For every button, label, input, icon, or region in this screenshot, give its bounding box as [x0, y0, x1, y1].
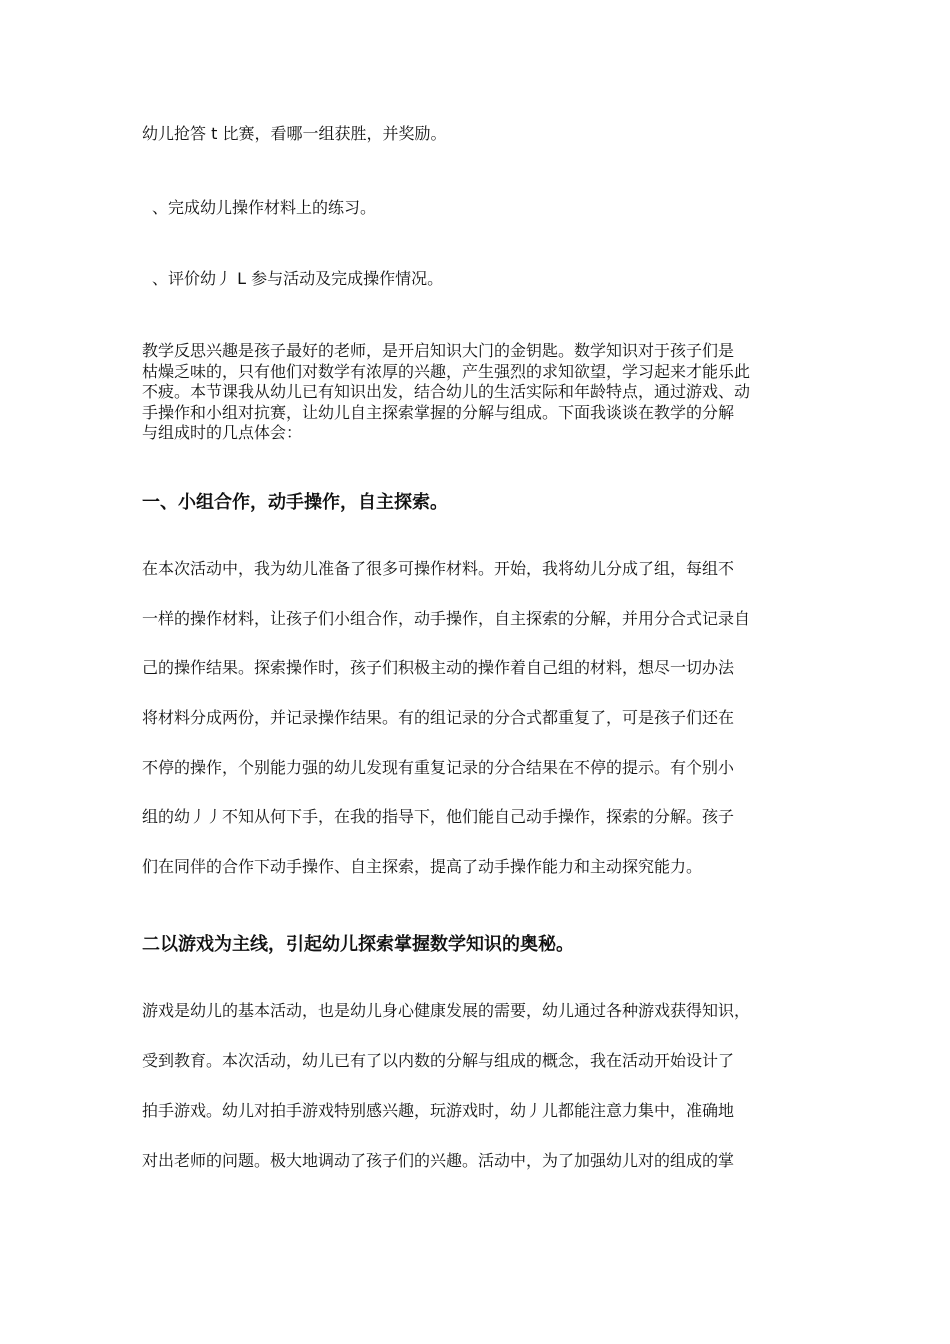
section-1-line: 们在同伴的合作下动手操作、自主探索，提高了动手操作能力和主动探究能力。: [142, 857, 703, 876]
reflection-line: 手操作和小组对抗赛，让幼儿自主探索掌握的分解与组成。下面我谈谈在教学的分解: [142, 402, 735, 422]
section-2-line: 受到教育。本次活动，幼儿已有了以内数的分解与组成的概念，我在活动开始设计了: [142, 1051, 735, 1070]
section-1-line: 在本次活动中，我为幼儿准备了很多可操作材料。开始，我将幼儿分成了组，每组不: [142, 559, 735, 578]
section-2-line: 游戏是幼儿的基本活动，也是幼儿身心健康发展的需要，幼儿通过各种游戏获得知识，: [142, 1001, 751, 1020]
reflection-line: 与组成时的几点体会：: [142, 423, 303, 442]
reflection-line: 教学反思兴趣是孩子最好的老师，是开启知识大门的金钥匙。数学知识对于孩子们是: [142, 341, 735, 360]
intro-line-3: 、评价幼丿 L 参与活动及完成操作情况。: [152, 269, 444, 288]
intro-line-1: 幼儿抢答 t 比赛，看哪一组获胜，并奖励。: [142, 124, 447, 143]
section-2-line: 对出老师的问题。极大地调动了孩子们的兴趣。活动中，为了加强幼儿对的组成的掌: [142, 1151, 735, 1170]
section-2-heading: 二以游戏为主线，引起幼儿探索掌握数学知识的奥秘。: [142, 934, 574, 955]
reflection-paragraph: [142, 341, 750, 444]
section-1-line: 将材料分成两份，并记录操作结果。有的组记录的分合式都重复了，可是孩子们还在: [142, 708, 735, 727]
section-1-heading: 一、小组合作，动手操作，自主探索。: [142, 492, 448, 513]
reflection-line: 枯燥乏味的，只有他们对数学有浓厚的兴趣，产生强烈的求知欲望，学习起来才能乐此: [142, 361, 751, 381]
section-1-line: 己的操作结果。探索操作时，孩子们积极主动的操作着自己组的材料，想尽一切办法: [142, 658, 735, 677]
intro-line-2: 、完成幼儿操作材料上的练习。: [152, 198, 377, 217]
section-1-line: 一样的操作材料，让孩子们小组合作，动手操作，自主探索的分解，并用分合式记录自: [142, 609, 751, 628]
section-1-line: 不停的操作，个别能力强的幼儿发现有重复记录的分合结果在不停的提示。有个别小: [142, 758, 735, 777]
reflection-line: 不疲。本节课我从幼儿已有知识出发，结合幼儿的生活实际和年龄特点，通过游戏、动: [142, 382, 751, 401]
section-1-line: 组的幼丿丿不知从何下手，在我的指导下，他们能自己动手操作，探索的分解。孩子: [142, 807, 735, 826]
section-2-line: 拍手游戏。幼儿对拍手游戏特别感兴趣，玩游戏时，幼丿儿都能注意力集中，准确地: [142, 1101, 735, 1120]
